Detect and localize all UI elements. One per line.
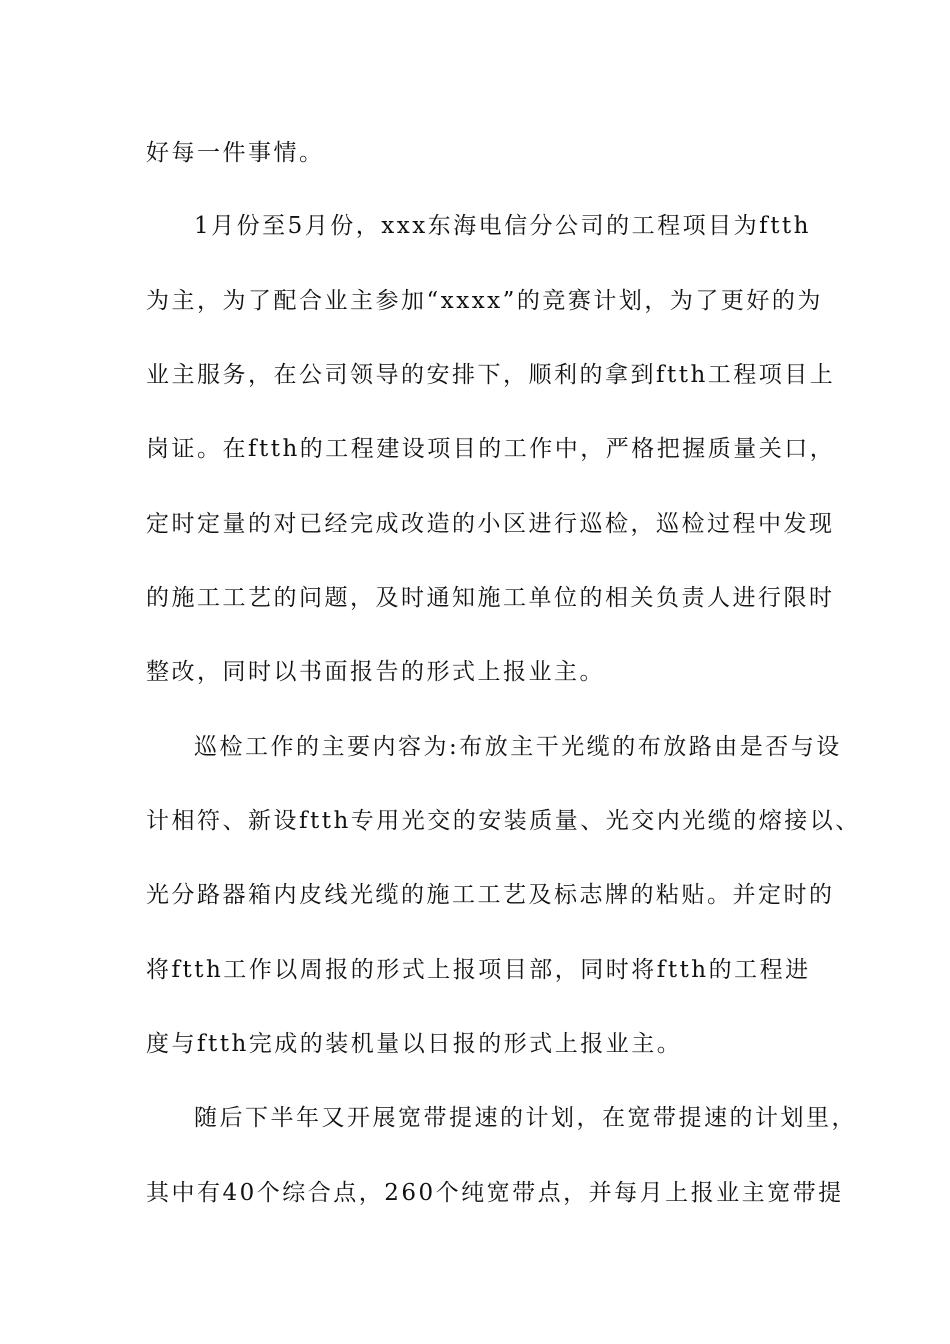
paragraph-line: 岗证。在ftth的工程建设项目的工作中，严格把握质量关口， (146, 436, 836, 462)
paragraph-line: 度与ftth完成的装机量以日报的形式上报业主。 (146, 1031, 683, 1057)
paragraph-line: 定时定量的对已经完成改造的小区进行巡检，巡检过程中发现 (146, 511, 835, 537)
paragraph-line: 好每一件事情。 (146, 140, 325, 166)
paragraph-line: 将ftth工作以周报的形式上报项目部，同时将ftth的工程进 (146, 957, 811, 983)
paragraph-line: 计相符、新设ftth专用光交的安装质量、光交内光缆的熔接以、 (146, 808, 861, 834)
paragraph-line: 1月份至5月份，xxx东海电信分公司的工程项目为ftth (194, 213, 811, 239)
paragraph-line: 光分路器箱内皮线光缆的施工工艺及标志牌的粘贴。并定时的 (146, 882, 835, 908)
paragraph-line: 其中有40个综合点，260个纯宽带点，并每月上报业主宽带提 (146, 1180, 844, 1206)
paragraph-line: 为主，为了配合业主参加“xxxx”的竞赛计划，为了更好的为 (146, 288, 823, 314)
paragraph-line: 业主服务，在公司领导的安排下，顺利的拿到ftth工程项目上 (146, 362, 836, 388)
paragraph-line: 随后下半年又开展宽带提速的计划，在宽带提速的计划里， (194, 1105, 857, 1131)
paragraph-line: 巡检工作的主要内容为:布放主干光缆的布放路由是否与设 (194, 734, 842, 760)
paragraph-line: 的施工工艺的问题，及时通知施工单位的相关负责人进行限时 (146, 585, 835, 611)
paragraph-line: 整改，同时以书面报告的形式上报业主。 (146, 659, 605, 685)
